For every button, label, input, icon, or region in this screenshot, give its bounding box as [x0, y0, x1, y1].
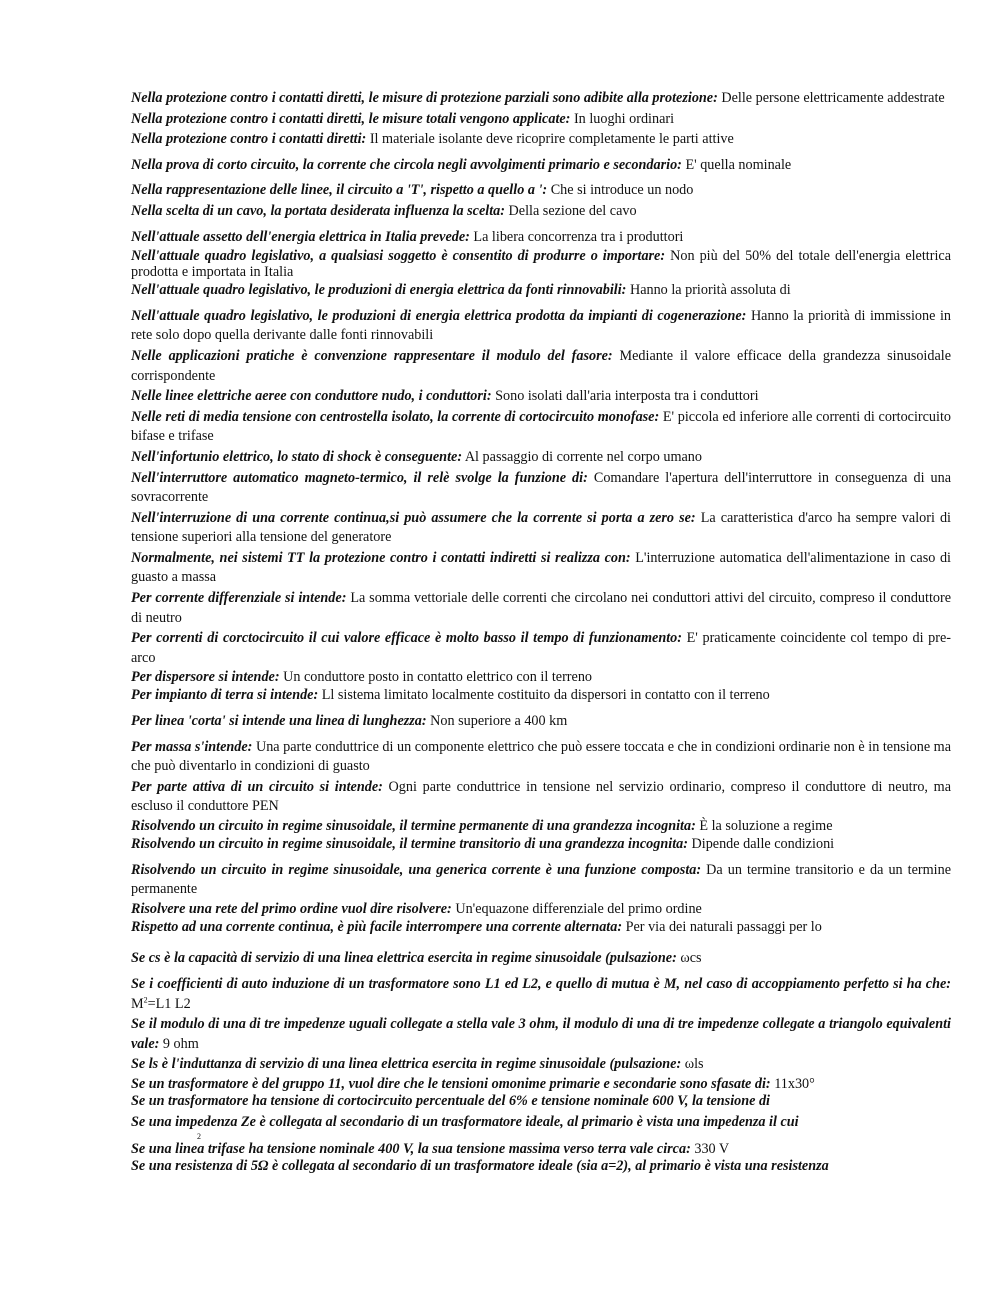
- list-item: Risolvere una rete del primo ordine vuol dire risolvere: Un'equazone differenziale del primo ordine: [131, 900, 702, 917]
- list-item: Nella prova di corto circuito, la corrente che circola negli avvolgimenti primario e secondario: E' quella nominale: [131, 156, 792, 173]
- list-item: Nell'interruttore automatico magneto-termico, il relè svolge la funzione di: Comandare l'apertura dell'interruttore in conseguenza di una sovracorrente: [131, 469, 952, 506]
- list-item: Risolvendo un circuito in regime sinusoidale, una generica corrente è una funzione composta: Da un termine transitorio e da un termine permanente: [131, 861, 951, 898]
- list-item: Nella protezione contro i contatti diretti, le misure di protezione parziali sono adibite alla protezione: Delle persone elettricamente addestrate: [131, 90, 945, 106]
- list-item: Se ls è l'induttanza di servizio di una linea elettrica esercita in regime sinusoidale (pulsazione: ωls: [131, 1056, 704, 1073]
- list-item: Nell'interruzione di una corrente continua,si può assumere che la corrente si porta a zero se: La caratteristica d'arco ha sempre valori di tensione superiori alla tensione del generatore: [131, 509, 951, 546]
- list-item: Per corrente differenziale si intende: La somma vettoriale delle correnti che circolano nei conduttori attivi del circuito, compreso il conduttore di neutro: [131, 590, 952, 626]
- list-item: Nelle reti di media tensione con centrostella isolato, la corrente di cortocircuito monofase: E' piccola ed inferiore alle correnti di cortocircuito bifase e trifase: [131, 408, 952, 445]
- list-item: Per massa s'intende: Una parte conduttrice di un componente elettrico che può essere toccata e che in condizioni ordinarie non è in tensione ma che può diventarlo in condizioni di guasto: [131, 738, 952, 775]
- list-item: Nelle linee elettriche aeree con conduttore nudo, i conduttori: Sono isolati dall'aria interposta tra i conduttori: [131, 388, 759, 405]
- list-item: Nelle applicazioni pratiche è convenzione rappresentare il modulo del fasore: Mediante il valore efficace della grandezza sinusoidale corrispondente: [131, 347, 952, 384]
- list-item: Nella scelta di un cavo, la portata desiderata influenza la scelta: Della sezione del cavo: [131, 202, 637, 219]
- list-item: Normalmente, nei sistemi TT la protezione contro i contatti indiretti si realizza con: L'interruzione automatica dell'alimentazione in caso di guasto a massa: [131, 549, 951, 586]
- list-item: Se una resistenza di 5Ω è collegata al secondario di un trasformatore ideale (sia a=2), al primario è vista una resistenza: [131, 1157, 829, 1174]
- list-item: Nell'attuale quadro legislativo, a qualsiasi soggetto è consentito di produrre o importare: Non più del 50% del totale dell'energia elettrica prodotta e importata in Italia: [131, 248, 951, 281]
- list-item: Nell'attuale quadro legislativo, le produzioni di energia elettrica prodotta da impianti di cogenerazione: Hanno la priorità di immissione in rete solo dopo quella derivante dalle fonti rinnovabili: [131, 307, 951, 344]
- list-item: Per correnti di corctocircuito il cui valore efficace è molto basso il tempo di funzionamento: E' praticamente coincidente col tempo di pre-arco: [131, 630, 951, 666]
- list-item: Se cs è la capacità di servizio di una linea elettrica esercita in regime sinusoidale (pulsazione: ωcs: [131, 950, 702, 967]
- list-item: Per impianto di terra si intende: Ll sistema limitato localmente costituito da dispersori in contatto con il terreno: [131, 687, 770, 704]
- list-item: Nella protezione contro i contatti diretti: Il materiale isolante deve ricoprire completamente le parti attive: [131, 131, 734, 148]
- list-item: Nell'attuale assetto dell'energia elettrica in Italia prevede: La libera concorrenza tra i produttori: [131, 228, 684, 245]
- document-page: [131, 89, 951, 1175]
- mutual-induction-answer: $M^2=L1$ L2: [131, 994, 191, 1012]
- list-item: Nella protezione contro i contatti diretti, le misure totali vengono applicate: In luoghi ordinari: [131, 110, 675, 127]
- list-item: Per dispersore si intende: Un conduttore posto in contatto elettrico con il terreno: [131, 669, 593, 686]
- list-item: Nell'infortunio elettrico, lo stato di shock è conseguente: Al passaggio di corrente nel corpo umano: [131, 448, 702, 465]
- list-item: Se il modulo di una di tre impedenze uguali collegate a stella vale 3 ohm, il modulo di una di tre impedenze collegate a triangolo equivalenti vale: 9 ohm: [131, 1016, 951, 1052]
- list-item: Risolvendo un circuito in regime sinusoidale, il termine transitorio di una grandezza incognita: Dipende dalle condizioni: [131, 836, 835, 852]
- list-item: Se i coefficienti di auto induzione di un trasformatore sono L1 ed L2, e quello di mutua è M, nel caso di accoppiamento perfetto si ha che: $M^2=L1$ L2: [131, 975, 951, 1012]
- list-item: Rispetto ad una corrente continua, è più facile interrompere una corrente alternata: Per via dei naturali passaggi per lo: [131, 918, 822, 935]
- list-item: Se una linea trifase ha tensione nominale 400 V, la sua tensione massima verso terra vale circa: 330 V: [131, 1140, 730, 1157]
- list-item: Per parte attiva di un circuito si intende: Ogni parte conduttrice in tensione nel servizio ordinario, compreso il conduttore di neutro, ma escluso il conduttore PEN: [131, 778, 951, 815]
- list-item: Se una impedenza Ze è collegata al secondario di un trasformatore ideale, al primario è vista una impedenza il cui: [131, 1113, 799, 1130]
- list-item: Risolvendo un circuito in regime sinusoidale, il termine permanente di una grandezza incognita: È la soluzione a regime: [131, 818, 833, 834]
- list-item: Nell'attuale quadro legislativo, le produzioni di energia elettrica da fonti rinnovabili: Hanno la priorità assoluta di: [131, 282, 791, 299]
- list-item: Se un trasformatore ha tensione di cortocircuito percentuale del 6% e tensione nominale 600 V, la tensione di: [131, 1092, 770, 1109]
- list-item: Se un trasformatore è del gruppo 11, vuol dire che le tensioni omonime primarie e secondarie sono sfasate di: 11x30°: [131, 1075, 815, 1092]
- list-item: Per linea 'corta' si intende una linea di lunghezza: Non superiore a 400 km: [131, 713, 568, 730]
- superscript-two: 2: [197, 1131, 201, 1141]
- list-item: Nella rappresentazione delle linee, il circuito a 'T', rispetto a quello a ': Che si introduce un nodo: [131, 182, 694, 199]
